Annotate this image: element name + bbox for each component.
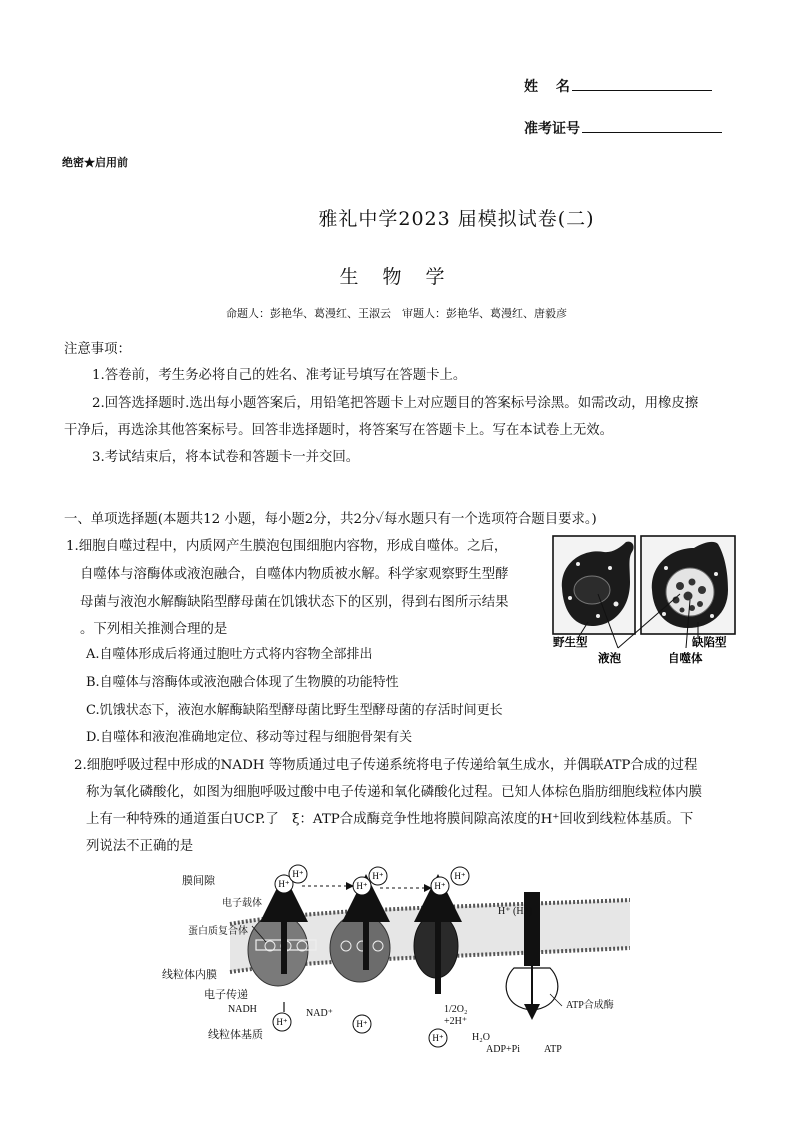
label-electron-transfer: 电子传递 xyxy=(204,989,248,1001)
q1-yeast-figure xyxy=(548,534,740,670)
authors-line: 命题人：彭艳华、葛漫红、王淑云 审题人：彭艳华、葛漫红、唐毅彦 xyxy=(226,307,567,320)
h-ion-3: H⁺ xyxy=(356,881,368,891)
q2-line-3: 上有一种特殊的通道蛋白UCP.了 ξ：ATP合成酶竞争性地将膜间隙高浓度的H⁺回收到线粒体基质。下 xyxy=(86,812,694,827)
name-field[interactable] xyxy=(524,76,712,96)
h-ion-4: H⁺ xyxy=(372,871,384,881)
q1-option-d[interactable]: D.自噬体和液泡准确地定位、移动等过程与细胞骨架有关 xyxy=(86,730,413,745)
q2-line-4: 列说法不正确的是 xyxy=(86,839,194,854)
label-oxygen: 1/2O₂ xyxy=(444,1004,468,1015)
id-field[interactable] xyxy=(524,118,722,138)
id-label: 准考证号 xyxy=(524,120,580,136)
label-mutant: 缺陷型 xyxy=(692,635,727,649)
protein-complex-2 xyxy=(330,914,390,982)
q1-option-c[interactable]: C.饥饿状态下，液泡水解酶缺陷型酵母菌比野生型酵母菌的存活时间更长 xyxy=(86,703,503,718)
name-underline xyxy=(572,76,712,91)
note-1: 1.答卷前，考生务必将自己的姓名、准考证号填写在答题卡上。 xyxy=(92,368,467,383)
name-label: 姓 名 xyxy=(524,78,570,94)
label-vacuole: 液泡 xyxy=(598,651,621,665)
h-ion-8: H⁺ xyxy=(356,1019,368,1029)
note-3: 3.考试结束后，将本试卷和答题卡一并交回。 xyxy=(92,450,360,465)
label-atp: ATP xyxy=(544,1044,562,1055)
wild-type-vacuole xyxy=(574,576,610,604)
h-ion-9: H⁺ xyxy=(432,1033,444,1043)
label-two-h: +2H⁺ xyxy=(444,1016,468,1027)
q1-line-2: 自噬体与溶酶体或液泡融合，自噬体内物质被水解。科学家观察野生型酵 xyxy=(80,567,509,582)
note-2b: 干净后，再选涂其他答案标号。回答非选择题时，将答案写在答题卡上。写在本试卷上无效。 xyxy=(64,423,614,438)
label-water: H₂O xyxy=(472,1032,490,1043)
subject-title: 生 物 学 xyxy=(339,266,454,288)
q1-line-4: 。下列相关推测合理的是 xyxy=(80,622,228,637)
q1-option-b[interactable]: B.自噬体与溶酶体或液泡融合体现了生物膜的功能特性 xyxy=(86,675,399,690)
h-ion-5: H⁺ xyxy=(434,881,446,891)
h-ion-7: H⁺ xyxy=(276,1017,288,1027)
label-matrix: 线粒体基质 xyxy=(208,1029,263,1041)
secret-mark: 绝密★启用前 xyxy=(62,157,128,169)
label-inner-membrane: 线粒体内膜 xyxy=(162,969,217,981)
label-adp-pi: ADP+Pi xyxy=(486,1044,520,1055)
notes-heading: 注意事项： xyxy=(64,342,131,357)
q1-option-a[interactable]: A.自噬体形成后将通过胞吐方式将内容物全部排出 xyxy=(86,647,373,662)
h-ion-6: H⁺ xyxy=(454,871,466,881)
q1-line-3: 母菌与液泡水解酶缺陷型酵母菌在饥饿状态下的区别，得到右图所示结果 xyxy=(80,595,509,610)
h-ion-2: H⁺ xyxy=(292,869,304,879)
q2-line-2: 称为氧化磷酸化，如图为细胞呼吸过酸中电子传递和氧化磷酸化过程。已知人体棕色脂肪细胞线粒体内膜 xyxy=(86,785,702,800)
q2-line-1: 2.细胞呼吸过程中形成的NADH 等物质通过电子传递系统将电子传递给氧生成水，并偶联ATP合成的过程 xyxy=(74,758,698,773)
label-faint-h: H⁺ (H⁺) xyxy=(498,906,533,917)
label-nad: NAD⁺ xyxy=(306,1008,333,1019)
q1-line-1: 1.细胞自噬过程中，内质网产生膜泡包围细胞内容物，形成自噬体。之后， xyxy=(66,539,508,554)
q2-electron-transport-figure xyxy=(160,862,630,1058)
section-1-heading: 一、单项选择题(本题共12 小题，每小题2分，共2分✓每水题只有一个选项符合题目要求。) xyxy=(64,512,597,527)
label-electron-carrier: 电子载体 xyxy=(222,898,262,909)
label-atp-synthase: ATP合成酶 xyxy=(566,1000,614,1011)
exam-title: 雅礼中学2023 届模拟试卷(二) xyxy=(318,208,595,230)
h-ion-1: H⁺ xyxy=(278,879,290,889)
label-intermembrane-space: 膜间隙 xyxy=(182,875,215,887)
label-protein-complex: 蛋白质复合体 xyxy=(188,926,248,937)
note-2a: 2.回答选择题时.选出每小题答案后，用铅笔把答题卡上对应题目的答案标号涂黑。如需改动，用橡皮擦 xyxy=(92,396,699,411)
label-wild-type: 野生型 xyxy=(553,635,588,649)
id-underline xyxy=(582,118,722,133)
label-autophagosome: 自噬体 xyxy=(668,651,703,665)
label-nadh: NADH xyxy=(228,1004,257,1015)
